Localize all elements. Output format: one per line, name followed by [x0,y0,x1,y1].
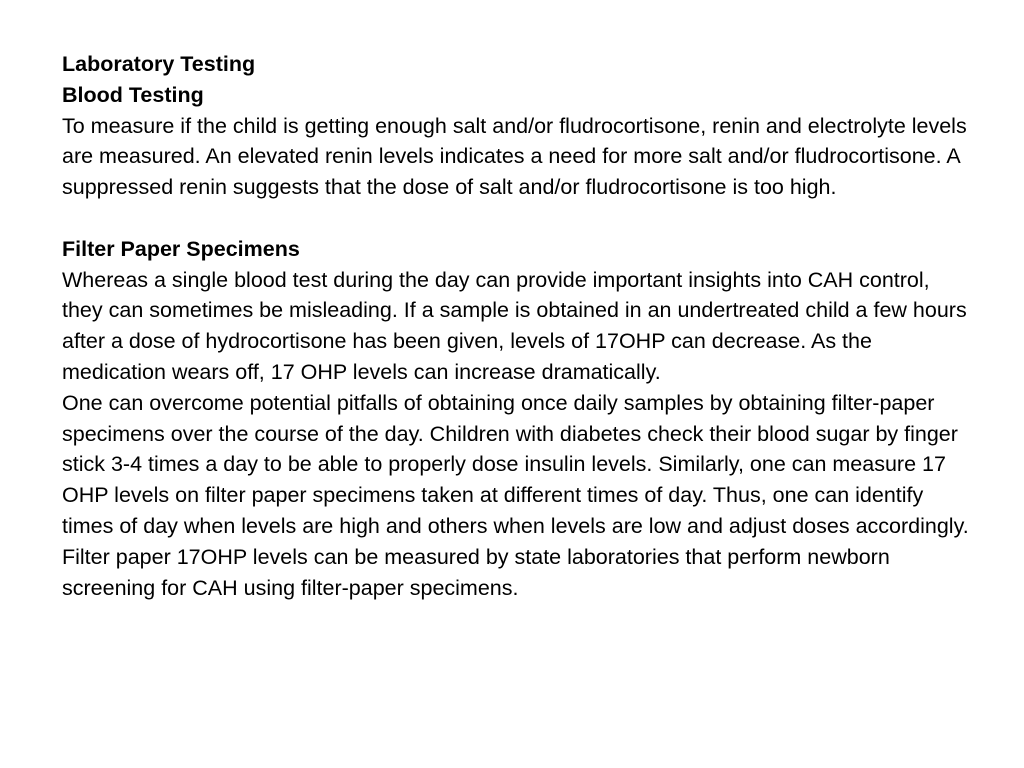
page-title: Laboratory Testing [62,52,256,76]
section-heading-filter-paper: Filter Paper Specimens [62,236,300,261]
blood-testing-paragraph: To measure if the child is getting enough salt and/or fludrocortisone, renin and electrolyte levels are measured. An elevated renin levels indicates a need for more salt and/or fludrocortisone. A suppressed renin suggests that the dose of salt and/or fludrocortisone is too high. [62,113,967,200]
section-heading-blood-testing: Blood Testing [62,82,204,107]
section-spacer [62,203,972,234]
slide-content [62,49,972,603]
filter-paper-paragraph-2: One can overcome potential pitfalls of obtaining once daily samples by obtaining filter-paper specimens over the course of the day. Children with diabetes check their blood sugar by finger stick 3-4 times a day to be able to properly dose insulin levels. Similarly, one can measure 17 OHP levels on filter paper specimens taken at different times of day. Thus, one can identify times of day when levels are high and others when levels are low and adjust doses accordingly. Filter paper 17OHP levels can be measured by state laboratories that perform newborn screening for CAH using filter-paper specimens. [62,390,969,600]
filter-paper-paragraph-1: Whereas a single blood test during the day can provide important insights into CAH control, they can sometimes be misleading. If a sample is obtained in an undertreated child a few hours after a dose of hydrocortisone has been given, levels of 17OHP can decrease. As the medication wears off, 17 OHP levels can increase dramatically. [62,267,967,384]
